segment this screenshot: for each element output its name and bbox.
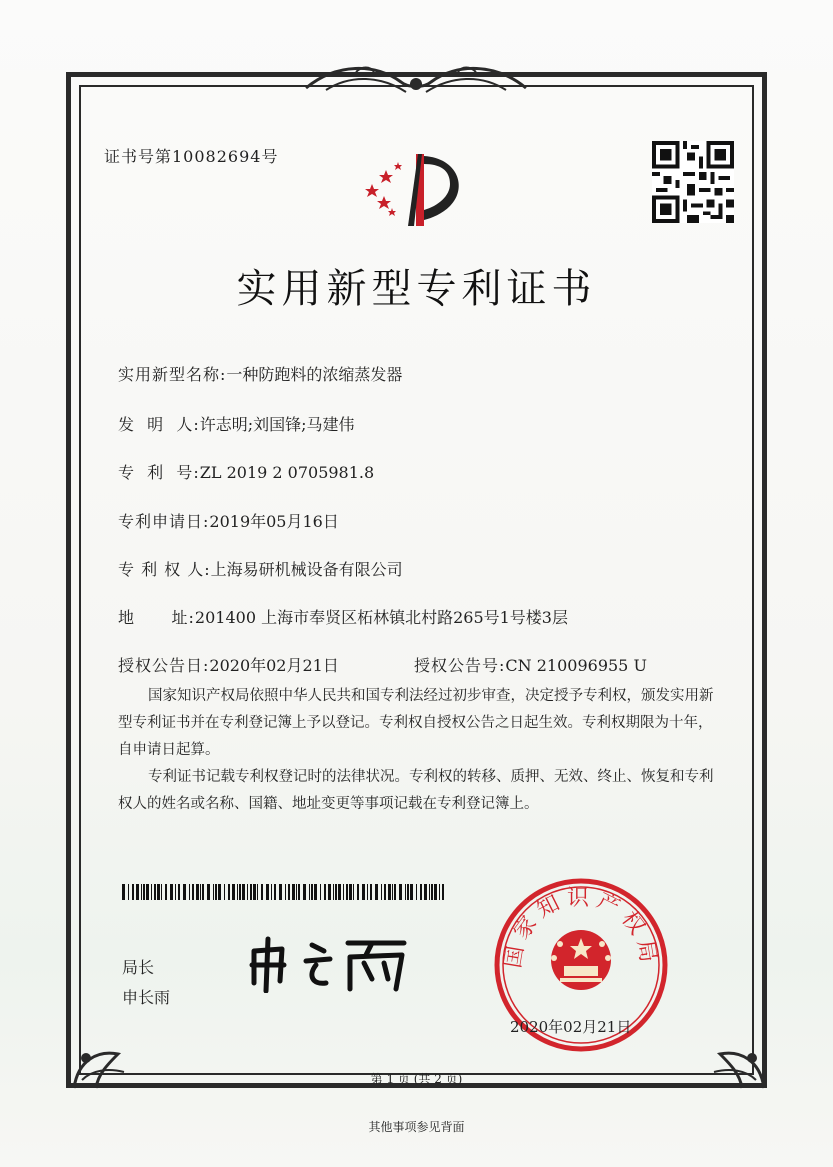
- barcode-bar: [384, 884, 386, 900]
- barcode-bar: [420, 884, 422, 900]
- barcode-bar: [253, 884, 256, 900]
- inventor-row: [118, 412, 355, 435]
- reverse-side-note: 其他事项参见背面: [368, 1120, 465, 1134]
- utility-model-name: 一种防跑料的浓缩蒸发器: [226, 365, 403, 384]
- barcode-bar: [165, 884, 167, 900]
- field-label: 专利申请日:: [118, 512, 210, 531]
- field-label: 专 利 号:: [118, 463, 200, 482]
- patentee-name: 上海易研机械设备有限公司: [210, 560, 403, 579]
- barcode-bar: [303, 884, 306, 900]
- barcode-bar: [242, 884, 245, 900]
- barcode-bar: [367, 884, 368, 900]
- barcode-bar: [405, 884, 406, 900]
- barcode-bar: [328, 884, 331, 900]
- barcode-bar: [122, 884, 125, 900]
- barcode-bar: [141, 884, 142, 900]
- application-date: 2019年05月16日: [209, 512, 339, 531]
- barcode-bar: [424, 884, 427, 900]
- barcode-bar: [239, 884, 241, 900]
- field-label: 发 明 人:: [118, 415, 200, 434]
- patentee-row: [118, 557, 403, 580]
- grant-statement-paragraph: 国家知识产权局依照中华人民共和国专利法经过初步审查，决定授予专利权，颁发实用新型专利证书并在专利登记簿上予以登记。专利权自授权公告之日起生效。专利权期限为十年，自申请日起算。: [118, 688, 714, 758]
- barcode-bar: [388, 884, 391, 900]
- barcode-bar: [399, 884, 402, 900]
- inventor-names: 许志明;刘国锋;马建伟: [199, 415, 355, 434]
- barcode-bar: [370, 884, 372, 900]
- director-name: 申长雨: [122, 988, 171, 1007]
- barcode-bar: [274, 884, 276, 900]
- barcode-bar: [247, 884, 248, 900]
- grant-date: 2020年02月21日: [209, 656, 339, 675]
- application-date-row: [118, 509, 339, 532]
- barcode-bar: [324, 884, 326, 900]
- barcode-bar: [192, 884, 194, 900]
- barcode-bar: [175, 884, 176, 900]
- barcode-bar: [288, 884, 290, 900]
- barcode-bar: [250, 884, 252, 900]
- barcode-bar: [410, 884, 413, 900]
- barcode-bar: [189, 884, 190, 900]
- barcode-bar: [178, 884, 180, 900]
- seal-date: 2020年02月21日: [510, 1018, 632, 1036]
- barcode-bar: [232, 884, 235, 900]
- barcode-bar: [128, 884, 129, 900]
- barcode-bar: [228, 884, 230, 900]
- page-indicator: 第 1 页 (共 2 页): [370, 1072, 463, 1086]
- patent-office-emblem: [358, 148, 476, 230]
- barcode-bar: [207, 884, 210, 900]
- barcode-bar: [261, 884, 263, 900]
- barcode-bar: [183, 884, 186, 900]
- barcode-bar: [320, 884, 321, 900]
- barcode-bar: [362, 884, 365, 900]
- barcode-bar: [407, 884, 409, 900]
- barcode-bar: [146, 884, 149, 900]
- grant-number: CN 210096955 U: [505, 656, 647, 675]
- director-title: 局长: [122, 958, 155, 977]
- barcode-bar: [266, 884, 269, 900]
- barcode-bar: [271, 884, 272, 900]
- barcode-bar: [381, 884, 382, 900]
- barcode-bar: [416, 884, 417, 900]
- barcode-bar: [143, 884, 145, 900]
- barcode-bar: [346, 884, 348, 900]
- barcode-bar: [213, 884, 214, 900]
- barcode-bar: [311, 884, 313, 900]
- barcode-bar: [314, 884, 317, 900]
- barcode-bar: [439, 884, 440, 900]
- barcode-bar: [154, 884, 156, 900]
- field-label: 实用新型名称:: [118, 365, 227, 384]
- barcode-bar: [296, 884, 297, 900]
- barcode: [122, 884, 444, 900]
- barcode-bar: [392, 884, 393, 900]
- barcode-bar: [196, 884, 199, 900]
- barcode-bar: [218, 884, 221, 900]
- barcode-bar: [132, 884, 134, 900]
- patent-number: ZL 2019 2 0705981.8: [199, 463, 375, 482]
- barcode-bar: [309, 884, 310, 900]
- barcode-bar: [429, 884, 430, 900]
- barcode-bar: [353, 884, 354, 900]
- barcode-bar: [333, 884, 334, 900]
- address: 201400 上海市奉贤区柘林镇北村路265号1号楼3层: [194, 608, 568, 627]
- barcode-bar: [431, 884, 433, 900]
- barcode-bar: [298, 884, 300, 900]
- barcode-bar: [349, 884, 352, 900]
- legal-status-paragraph: 专利证书记载专利权登记时的法律状况。专利权的转移、质押、无效、终止、恢复和专利权人的姓名或名称、国籍、地址变更等事项记载在专利登记簿上。: [118, 769, 714, 812]
- barcode-bar: [292, 884, 295, 900]
- barcode-bar: [343, 884, 344, 900]
- barcode-bar: [161, 884, 162, 900]
- barcode-bar: [279, 884, 282, 900]
- utility-model-name-row: [118, 362, 402, 385]
- barcode-bar: [170, 884, 173, 900]
- seal-ring-text: 国家知识产权局: [500, 886, 662, 971]
- field-label: 授权公告日:: [118, 656, 210, 675]
- barcode-bar: [151, 884, 152, 900]
- barcode-bar: [215, 884, 217, 900]
- barcode-bar: [442, 884, 444, 900]
- barcode-bar: [200, 884, 201, 900]
- field-label: 地 址:: [118, 608, 195, 627]
- barcode-bar: [136, 884, 139, 900]
- barcode-bar: [224, 884, 225, 900]
- barcode-bar: [202, 884, 204, 900]
- barcode-bar: [335, 884, 337, 900]
- barcode-bar: [434, 884, 437, 900]
- address-row: [118, 605, 568, 628]
- barcode-bar: [338, 884, 341, 900]
- barcode-bar: [285, 884, 286, 900]
- field-label: 授权公告号:: [414, 656, 506, 675]
- patent-number-row: [118, 460, 374, 483]
- field-label: 专 利 权 人:: [118, 560, 211, 579]
- grant-number-row: [414, 653, 647, 676]
- barcode-bar: [394, 884, 396, 900]
- top-ornament: [296, 58, 536, 104]
- certificate-number: 证书号第10082694号: [104, 147, 279, 166]
- barcode-bar: [375, 884, 378, 900]
- barcode-bar: [357, 884, 359, 900]
- grant-date-row: [118, 653, 339, 676]
- qr-code-icon: [652, 141, 734, 223]
- director-signature: [246, 935, 416, 993]
- barcode-bar: [157, 884, 160, 900]
- barcode-bar: [237, 884, 238, 900]
- barcode-bar: [257, 884, 258, 900]
- certificate-title: 实用新型专利证书: [236, 266, 597, 312]
